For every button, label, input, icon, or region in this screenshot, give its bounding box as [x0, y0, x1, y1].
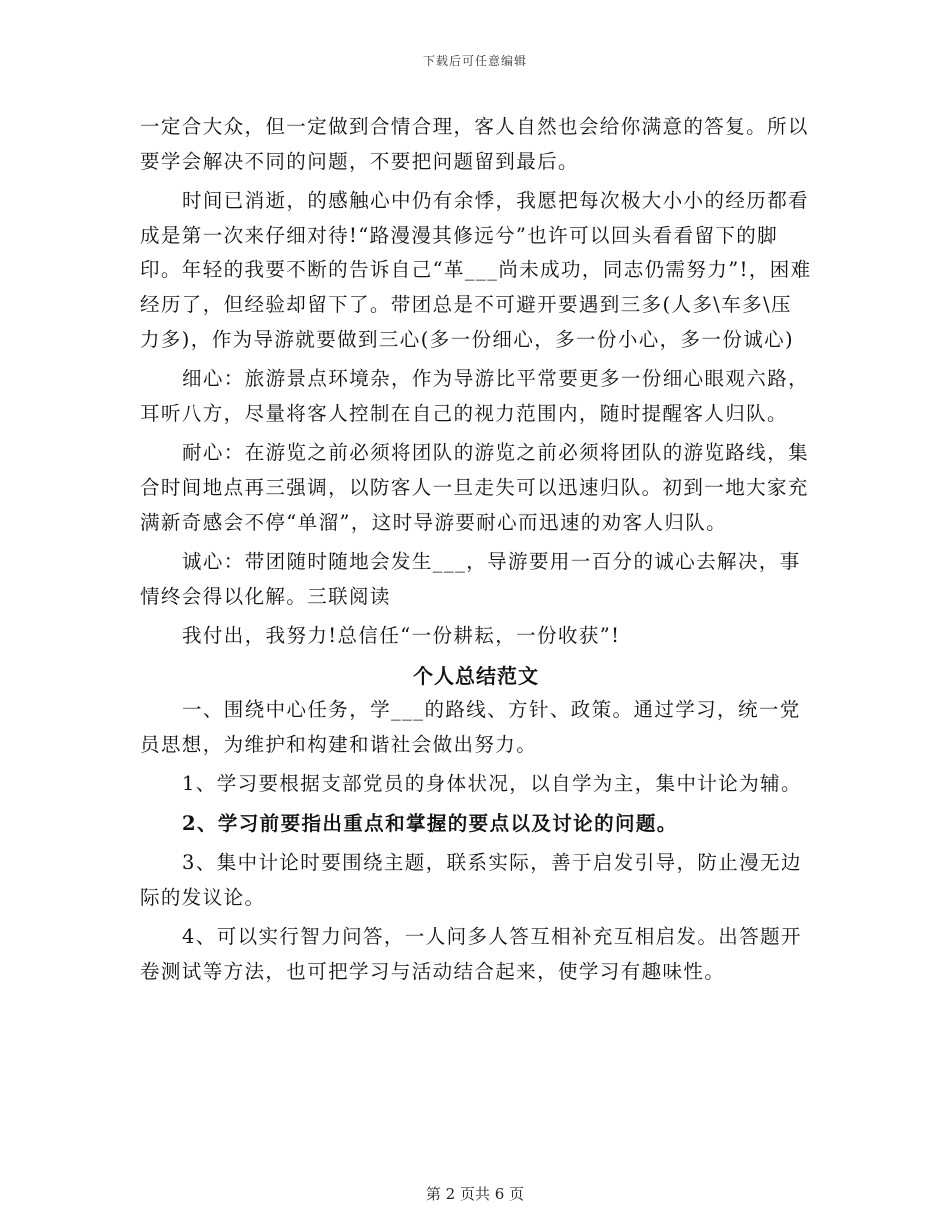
section-paragraph-3: 2、学习前要指出重点和掌握的要点以及讨论的问题。	[182, 811, 678, 835]
document-body	[140, 110, 812, 990]
section-paragraph-4: 3、集中计论时要围绕主题，联系实际，善于启发引导，防止漫无边际的发议论。	[140, 851, 802, 909]
paragraph-reflection: 时间已消逝，的感触心中仍有余悸，我愿把每次极大小小的经历都看成是第一次来仔细对待!“路漫漫其修远兮”也许可以回头看看留下的脚印。年轻的我要不断的告诉自己“革___尚未成功，同志仍需努力”!，困难经历了，但经验却留下了。带团总是不可避开要遇到三多(人多\车多\压力多)，作为导游就要做到三心(多一份细心，多一份小心，多一份诚心)	[140, 189, 812, 351]
paragraph-sincere: 诚心：带团随时随地会发生___，导游要用一百分的诚心去解决，事情终会得以化解。三联阅读	[140, 550, 801, 608]
page-header: 下载后可任意编辑	[422, 54, 527, 68]
paragraph-patient: 耐心：在游览之前必须将团队的游览之前必须将团队的游览路线，集合时间地点再三强调，以防客人一旦走失可以迅速归队。初到一地大家充满新奇感会不停“单溜”，这时导游要耐心而迅速的劝客人归队。	[140, 441, 810, 534]
section-paragraph-5: 4、可以实行智力问答，一人问多人答互相补充互相启发。出答题开卷测试等方法，也可把学习与活动结合起来，使学习有趣味性。	[140, 925, 802, 984]
page-footer: 第 2 页共 6 页	[425, 1185, 525, 1203]
paragraph-continued: 一定合大众，但一定做到合情合理，客人自然也会给你满意的答复。所以要学会解决不同的问题，不要把问题留到最后。	[140, 115, 809, 173]
section-paragraph-1: 一、围绕中心任务，学___的路线、方针、政策。通过学习，统一党员思想，为维护和构建和谐社会做出努力。	[140, 697, 801, 756]
paragraph-careful: 细心：旅游景点环境杂，作为导游比平常要更多一份细心眼观六路，耳听八方，尽量将客人控制在自己的视力范围内，随时提醒客人归队。	[140, 367, 810, 425]
section-paragraph-2: 1、学习要根据支部党员的身体状况，以自学为主，集中计论为辅。	[182, 772, 802, 796]
paragraph-closing: 我付出，我努力!总信任“一份耕耘，一份收获”!	[182, 624, 621, 648]
section-title: 个人总结范文	[413, 663, 539, 688]
